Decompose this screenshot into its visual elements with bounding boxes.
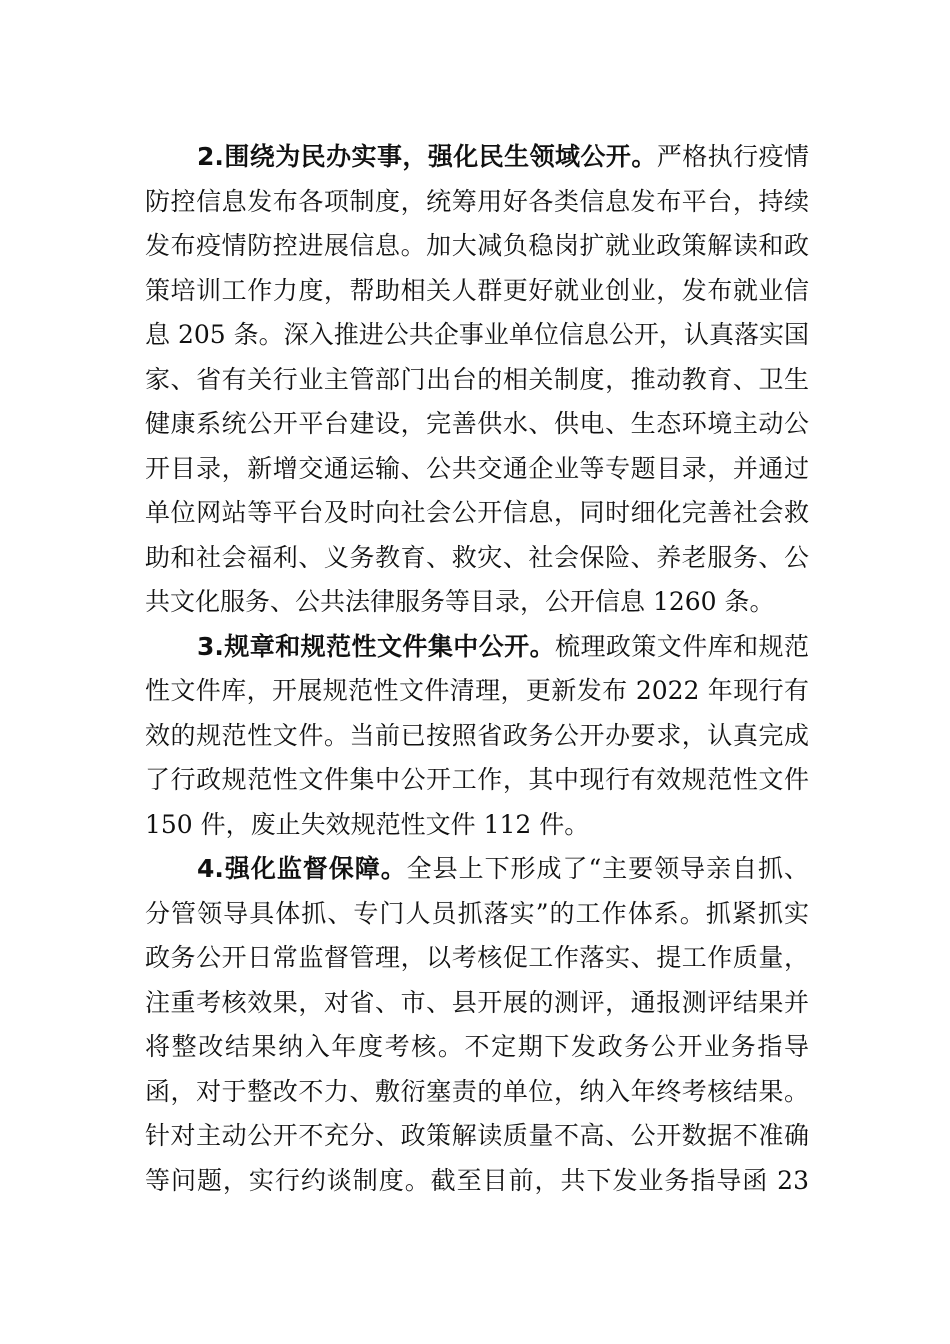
paragraph-text: 严格执行疫情 — [656, 142, 809, 171]
section-heading: 强化监督保障。 — [223, 854, 407, 883]
paragraph-line: 效的规范性文件。当前已按照省政务公开办要求，认真完成 — [145, 720, 809, 750]
section-number: 2. — [197, 142, 224, 171]
section-4 — [145, 847, 809, 1203]
paragraph-line: 政务公开日常监督管理，以考核促工作落实、提工作质量， — [145, 943, 809, 972]
paragraph-line: 分管领导具体抓、专门人员抓落实”的工作体系。抓紧抓实 — [145, 898, 809, 928]
paragraph-line: 健康系统公开平台建设，完善供水、供电、生态环境主动公 — [145, 409, 809, 438]
paragraph-line: 注重考核效果，对省、市、县开展的测评，通报测评结果并 — [145, 987, 809, 1017]
paragraph-line: 策培训工作力度，帮助相关人群更好就业创业，发布就业信 — [145, 275, 809, 305]
paragraph-line: 性文件库，开展规范性文件清理，更新发布 2022 年现行有 — [145, 676, 809, 705]
paragraph-line: 单位网站等平台及时向社会公开信息，同时细化完善社会救 — [145, 498, 809, 527]
paragraph-line: 开目录，新增交通运输、公共交通企业等专题目录，并通过 — [145, 453, 809, 483]
section-heading: 规章和规范性文件集中公开。 — [223, 631, 556, 661]
paragraph-line — [145, 135, 809, 180]
section-3 — [145, 625, 809, 848]
paragraph-line — [145, 625, 809, 670]
paragraph-text: 梳理政策文件库和规范 — [555, 631, 809, 661]
paragraph-line: 家、省有关行业主管部门出台的相关制度，推动教育、卫生 — [145, 364, 809, 394]
paragraph-line — [145, 847, 809, 892]
paragraph-line: 防控信息发布各项制度，统筹用好各类信息发布平台，持续 — [145, 186, 809, 216]
paragraph-text: 全县上下形成了“主要领导亲自抓、 — [406, 854, 809, 883]
paragraph-line: 了行政规范性文件集中公开工作，其中现行有效规范性文件 — [145, 765, 809, 794]
paragraph-line: 150 件，废止失效规范性文件 112 件。 — [145, 809, 590, 839]
paragraph-line: 等问题，实行约谈制度。截至目前，共下发业务指导函 23 — [145, 1165, 809, 1195]
paragraph-line: 针对主动公开不充分、政策解读质量不高、公开数据不准确 — [145, 1121, 809, 1150]
section-number: 3. — [197, 631, 224, 661]
paragraph-line: 函，对于整改不力、敷衍塞责的单位，纳入年终考核结果。 — [145, 1076, 809, 1106]
document-page — [145, 135, 809, 1203]
section-heading: 围绕为民办实事，强化民生领域公开。 — [223, 142, 657, 171]
paragraph-line: 将整改结果纳入年度考核。不定期下发政务公开业务指导 — [145, 1032, 809, 1061]
section-number: 4. — [197, 854, 224, 883]
paragraph-line: 共文化服务、公共法律服务等目录，公开信息 1260 条。 — [145, 587, 775, 616]
paragraph-line: 发布疫情防控进展信息。加大减负稳岗扩就业政策解读和政 — [145, 231, 809, 260]
paragraph-line: 息 205 条。深入推进公共企事业单位信息公开，认真落实国 — [145, 320, 809, 349]
section-2 — [145, 135, 809, 625]
paragraph-line: 助和社会福利、义务教育、救灾、社会保险、养老服务、公 — [145, 542, 809, 572]
